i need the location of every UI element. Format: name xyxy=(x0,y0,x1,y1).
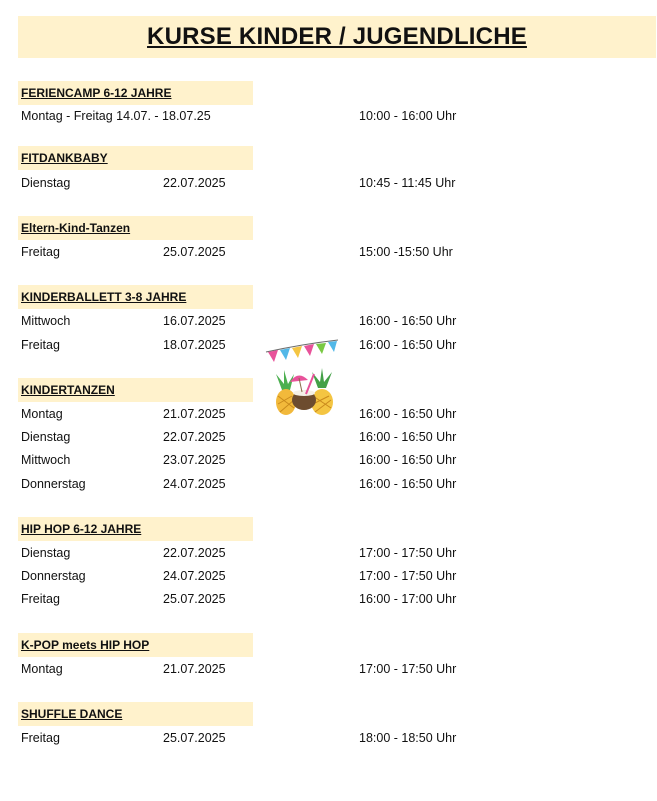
day-cell: Freitag xyxy=(21,592,60,606)
section-header xyxy=(18,146,253,170)
page-title: KURSE KINDER / JUGENDLICHE xyxy=(147,23,527,50)
schedule-row xyxy=(0,242,657,264)
schedule-row xyxy=(0,427,657,449)
date-cell: 23.07.2025 xyxy=(163,453,226,467)
time-cell: 10:00 - 16:00 Uhr xyxy=(359,109,457,123)
day-cell: Freitag xyxy=(21,245,60,259)
schedule-row xyxy=(0,659,657,681)
date-cell: 21.07.2025 xyxy=(163,407,226,421)
section-title: KINDERBALLETT 3-8 JAHRE xyxy=(21,290,187,304)
time-cell: 18:00 - 18:50 Uhr xyxy=(359,731,457,745)
day-cell: Freitag xyxy=(21,731,60,745)
section-header xyxy=(18,633,253,657)
time-cell: 10:45 - 11:45 Uhr xyxy=(359,176,456,190)
date-cell: 25.07.2025 xyxy=(163,731,226,745)
schedule-row xyxy=(0,728,657,750)
section-header xyxy=(18,216,253,240)
section-header xyxy=(18,81,253,105)
time-cell: 16:00 - 16:50 Uhr xyxy=(359,430,457,444)
section-header xyxy=(18,285,253,309)
schedule-row xyxy=(0,106,657,128)
time-cell: 16:00 - 16:50 Uhr xyxy=(359,453,457,467)
date-cell: 16.07.2025 xyxy=(163,314,226,328)
schedule-row xyxy=(0,311,657,333)
date-cell: 24.07.2025 xyxy=(163,569,226,583)
time-cell: 17:00 - 17:50 Uhr xyxy=(359,662,457,676)
date-cell: 24.07.2025 xyxy=(163,477,226,491)
section-title: FERIENCAMP 6-12 JAHRE xyxy=(21,86,172,100)
schedule-row xyxy=(0,450,657,472)
section-title: FITDANKBABY xyxy=(21,151,108,165)
section-header xyxy=(18,378,253,402)
schedule-row xyxy=(0,589,657,611)
time-cell: 16:00 - 16:50 Uhr xyxy=(359,477,457,491)
day-cell: Donnerstag xyxy=(21,477,86,491)
time-cell: 15:00 -15:50 Uhr xyxy=(359,245,453,259)
day-cell: Montag xyxy=(21,662,63,676)
day-cell: Dienstag xyxy=(21,546,71,560)
schedule-row xyxy=(0,474,657,496)
schedule-row xyxy=(0,543,657,565)
time-cell: 16:00 - 16:50 Uhr xyxy=(359,314,457,328)
time-cell: 16:00 - 16:50 Uhr xyxy=(359,338,457,352)
date-cell: 22.07.2025 xyxy=(163,430,226,444)
section-title: KINDERTANZEN xyxy=(21,383,115,397)
date-cell: 21.07.2025 xyxy=(163,662,226,676)
schedule-row xyxy=(0,566,657,588)
section-title: K-POP meets HIP HOP xyxy=(21,638,150,652)
day-cell: Donnerstag xyxy=(21,569,86,583)
day-cell: Dienstag xyxy=(21,430,71,444)
day-cell: Mittwoch xyxy=(21,314,71,328)
day-cell: Mittwoch xyxy=(21,453,71,467)
section-header xyxy=(18,517,253,541)
date-cell: 18.07.2025 xyxy=(163,338,226,352)
schedule-row xyxy=(0,173,657,195)
summer-cocktail-pineapple-icon xyxy=(262,338,344,420)
day-cell: Dienstag xyxy=(21,176,71,190)
section-header xyxy=(18,702,253,726)
date-cell: 25.07.2025 xyxy=(163,245,226,259)
date-cell: 22.07.2025 xyxy=(163,546,226,560)
section-title: HIP HOP 6-12 JAHRE xyxy=(21,522,142,536)
time-cell: 17:00 - 17:50 Uhr xyxy=(359,546,457,560)
time-cell: 16:00 - 17:00 Uhr xyxy=(359,592,457,606)
date-cell: 22.07.2025 xyxy=(163,176,226,190)
date-cell: 25.07.2025 xyxy=(163,592,226,606)
section-title: Eltern-Kind-Tanzen xyxy=(21,221,131,235)
time-cell: 17:00 - 17:50 Uhr xyxy=(359,569,457,583)
time-cell: 16:00 - 16:50 Uhr xyxy=(359,407,457,421)
section-title: SHUFFLE DANCE xyxy=(21,707,123,721)
day-cell: Montag xyxy=(21,407,63,421)
title-banner xyxy=(18,16,656,58)
day-cell: Montag - Freitag 14.07. - 18.07.25 xyxy=(21,109,211,123)
day-cell: Freitag xyxy=(21,338,60,352)
